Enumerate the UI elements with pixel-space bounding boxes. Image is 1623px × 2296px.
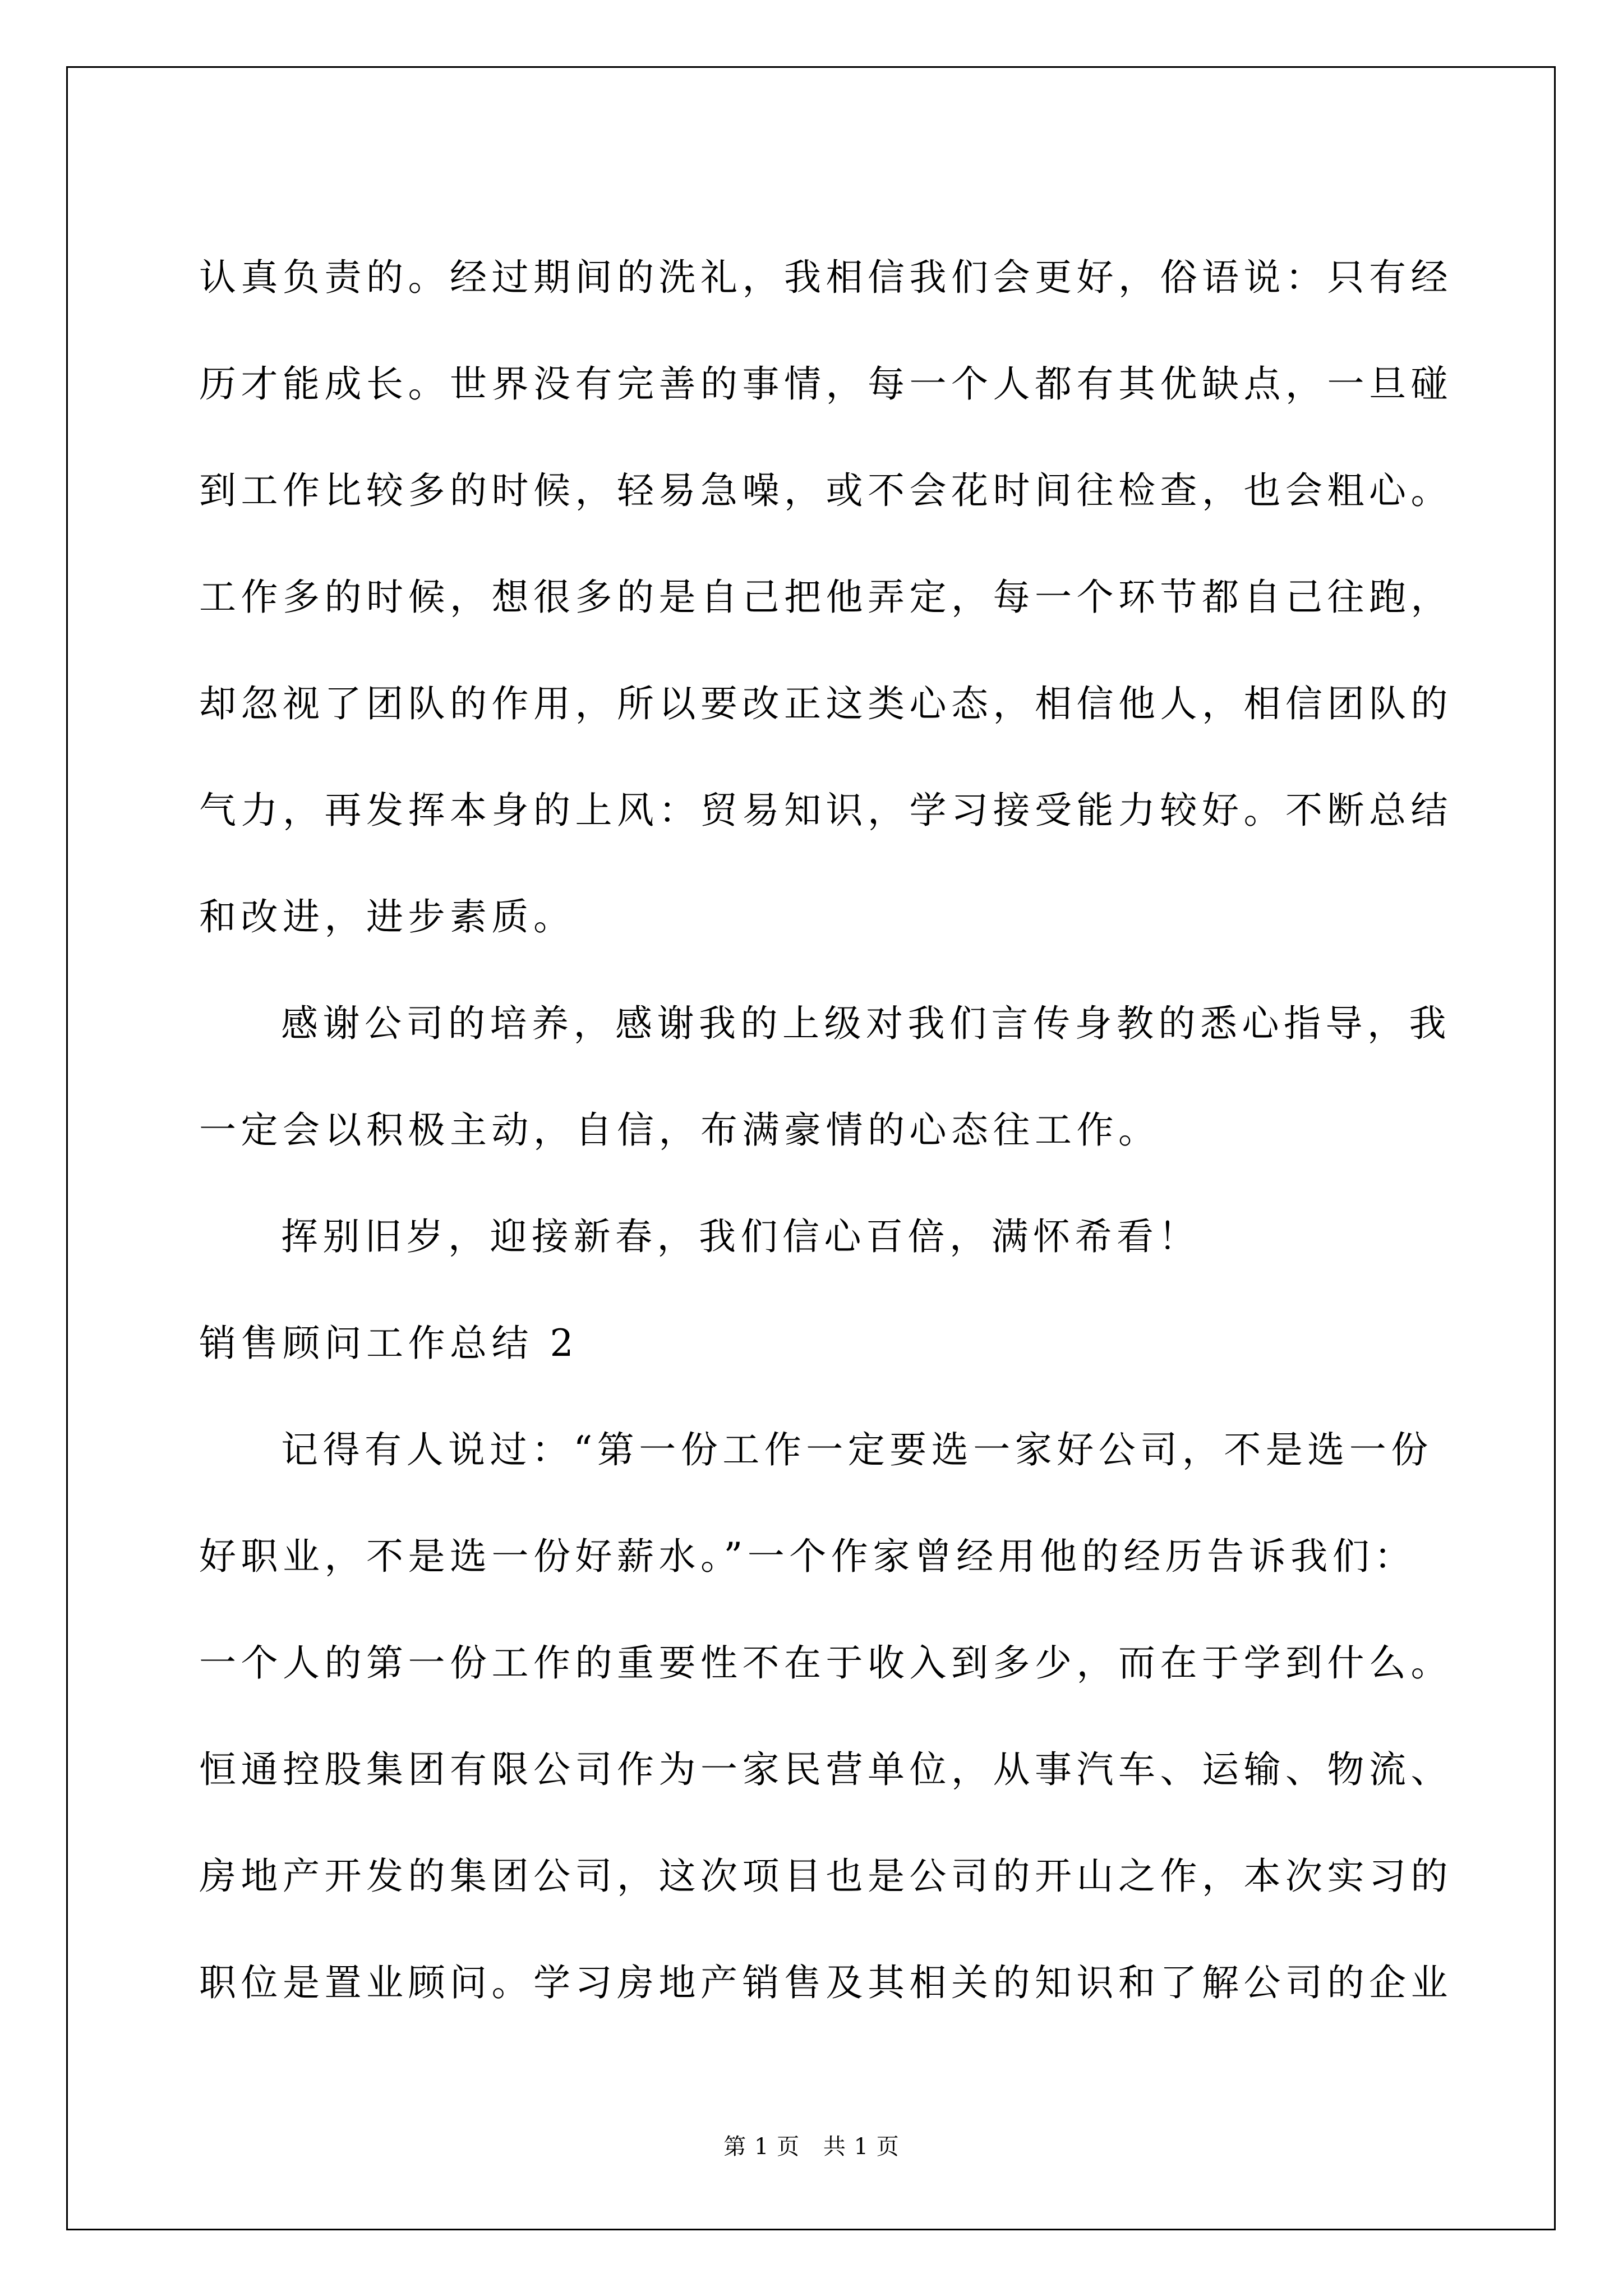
paragraph-start-line: 记得有人说过：“第一份工作一定要选一家好公司，不是选一份	[281, 1428, 1433, 1471]
body-line: 好职业，不是选一份好薪水。”一个作家曾经用他的经历告诉我们：	[199, 1535, 1416, 1578]
document-body	[199, 224, 1453, 2036]
paragraph-start-line: 感谢公司的培养，感谢我的上级对我们言传身教的悉心指导，我	[281, 1002, 1451, 1045]
body-line: 历才能成长。世界没有完善的事情，每一个人都有其优缺点，一旦碰	[199, 362, 1453, 406]
section-heading: 销售顾问工作总结 2	[199, 1322, 578, 1365]
paragraph-start-line: 挥别旧岁，迎接新春，我们信心百倍，满怀希看！	[281, 1215, 1200, 1258]
body-line: 一定会以积极主动，自信，布满豪情的心态往工作。	[199, 1108, 1160, 1152]
body-line: 工作多的时候，想很多的是自己把他弄定，每一个环节都自己往跑，	[199, 576, 1453, 619]
body-line: 一个人的第一份工作的重要性不在于收入到多少，而在于学到什么。	[199, 1641, 1453, 1685]
body-line: 和改进，进步素质。	[199, 895, 575, 938]
body-line: 房地产开发的集团公司，这次项目也是公司的开山之作，本次实习的	[199, 1855, 1453, 1898]
page-footer	[0, 2129, 1623, 2161]
body-line: 气力，再发挥本身的上风：贸易知识，学习接受能力较好。不断总结	[199, 789, 1453, 832]
page-total: 共 1 页	[823, 2134, 900, 2160]
body-line: 却忽视了团队的作用，所以要改正这类心态，相信他人，相信团队的	[199, 682, 1453, 725]
page-number: 第 1 页	[723, 2134, 800, 2160]
body-line: 职位是置业顾问。学习房地产销售及其相关的知识和了解公司的企业	[199, 1961, 1453, 2004]
body-line: 到工作比较多的时候，轻易急噪，或不会花时间往检查，也会粗心。	[199, 469, 1453, 512]
body-line: 恒通控股集团有限公司作为一家民营单位，从事汽车、运输、物流、	[199, 1748, 1453, 1791]
body-line: 认真负责的。经过期间的洗礼，我相信我们会更好，俗语说：只有经	[199, 256, 1453, 299]
